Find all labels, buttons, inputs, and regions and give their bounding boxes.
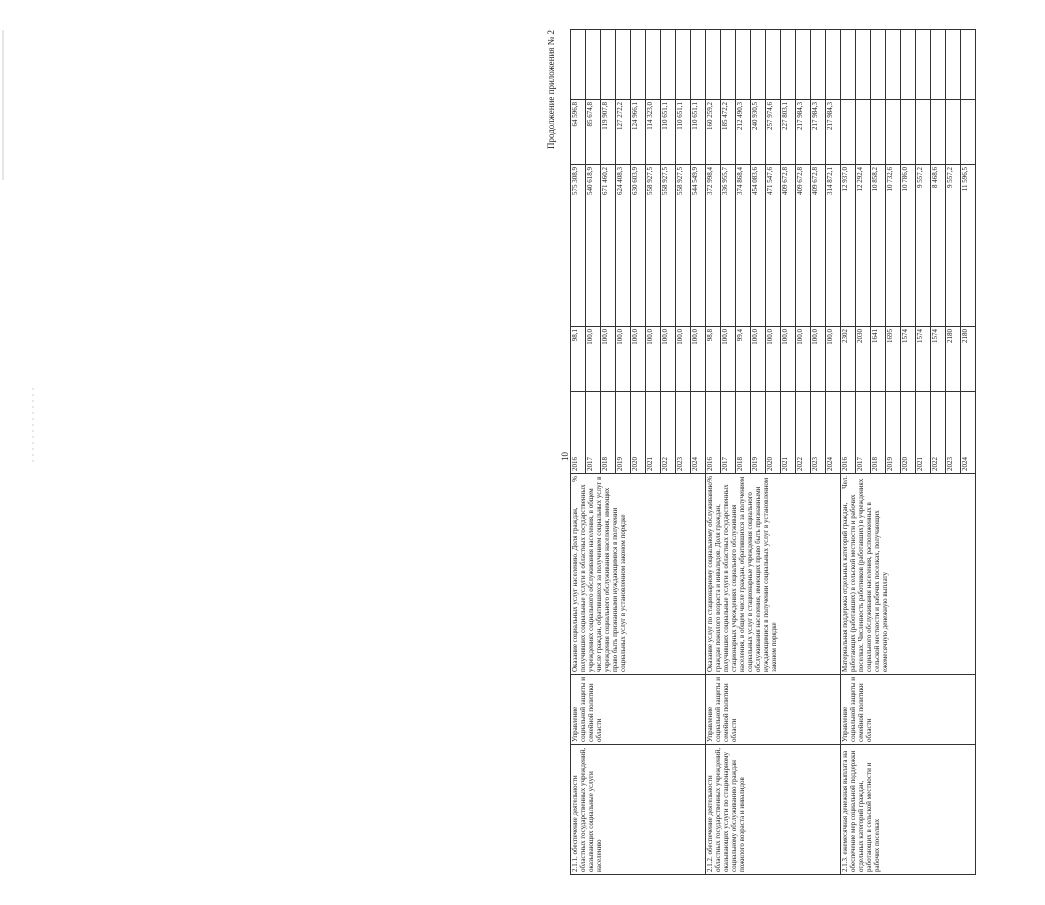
funding-total-cell: 9 557,2 <box>916 165 931 327</box>
funding-total-cell: 575 308,9 <box>571 165 586 327</box>
empty-cell <box>841 30 856 100</box>
indicator-value-cell: 1695 <box>886 327 901 392</box>
year-cell: 2018 <box>601 392 616 474</box>
funding-part-cell <box>871 100 886 165</box>
year-cell: 2024 <box>691 392 706 474</box>
funding-part-cell: 217 984,3 <box>811 100 826 165</box>
indicator-value-cell: 100,0 <box>826 327 841 392</box>
empty-cell <box>916 30 931 100</box>
funding-part-cell: 160 259,2 <box>706 100 721 165</box>
funding-total-cell: 671 460,2 <box>601 165 616 327</box>
empty-cell <box>766 30 781 100</box>
funding-part-cell <box>886 100 901 165</box>
indicator-text: Оказание услуг по стационарному социальному обслуживанию граждан пожилого возраста и инвалидов. Доля граждан, получивших социальные услуги в областных государственных стационарных учреждениях социального обслуживания населения, в общем числе граждан, обратившихся за получением социальных услуг в стационарные учреждения социального обслуживания населения, имеющих право быть признанными нуждающимися в получении социальных услуг в установленном законом порядке <box>706 476 778 672</box>
year-cell: 2019 <box>616 392 631 474</box>
year-cell: 2019 <box>751 392 766 474</box>
funding-part-cell <box>841 100 856 165</box>
executor-cell: Управление социальной защиты и семейной политики области <box>571 675 706 745</box>
funding-total-cell: 540 618,9 <box>586 165 601 327</box>
indicator-value-cell: 2180 <box>961 327 976 392</box>
empty-cell <box>571 30 586 100</box>
empty-cell <box>796 30 811 100</box>
empty-cell <box>736 30 751 100</box>
funding-total-cell: 336 955,7 <box>721 165 736 327</box>
year-cell: 2024 <box>826 392 841 474</box>
funding-total-cell: 558 927,5 <box>646 165 661 327</box>
year-cell: 2023 <box>676 392 691 474</box>
funding-total-cell: 544 549,9 <box>691 165 706 327</box>
empty-cell <box>751 30 766 100</box>
funding-total-cell: 372 998,4 <box>706 165 721 327</box>
funding-part-cell: 217 984,3 <box>826 100 841 165</box>
funding-part-cell <box>946 100 961 165</box>
continuation-label: Продолжение приложения № 2 <box>546 30 556 150</box>
empty-cell <box>931 30 946 100</box>
page-number: 10 <box>560 452 570 461</box>
funding-total-cell: 8 468,6 <box>931 165 946 327</box>
empty-cell <box>781 30 796 100</box>
funding-part-cell: 217 984,3 <box>796 100 811 165</box>
indicator-value-cell: 100,0 <box>691 327 706 392</box>
funding-part-cell: 110 651,1 <box>691 100 706 165</box>
funding-total-cell: 10 786,0 <box>901 165 916 327</box>
table-row <box>841 30 856 875</box>
funding-total-cell: 11 596,5 <box>961 165 976 327</box>
funding-part-cell <box>931 100 946 165</box>
indicator-value-cell: 100,0 <box>586 327 601 392</box>
measure-cell: 2.1.2. обеспечение деятельности областных государственных учреждений, оказывающих услуги по стационарному социальному обслуживанию граждан пожилого возраста и инвалидов <box>706 745 841 875</box>
empty-cell <box>946 30 961 100</box>
measure-cell: 2.1.3. ежемесячная денежная выплата на обеспечение мер социальной поддержки отдельных категорий граждан, работающих в сельской местности и рабочих поселках <box>841 745 976 875</box>
funding-part-cell <box>856 100 871 165</box>
indicator-text: Материальная поддержка отдельных категорий граждан, работающих (работавших) в сельской местности и рабочих поселках. Численность работников (работавших) в учреждениях социального обслуживания населения, расположенных в сельской местности и рабочих поселках, получающих ежемесячную денежную выплату <box>841 478 889 672</box>
funding-total-cell: 12 292,4 <box>856 165 871 327</box>
year-cell: 2020 <box>631 392 646 474</box>
table-body <box>571 30 976 875</box>
indicator-value-cell: 100,0 <box>721 327 736 392</box>
funding-part-cell <box>961 100 976 165</box>
year-cell: 2022 <box>661 392 676 474</box>
empty-cell <box>676 30 691 100</box>
funding-part-cell: 185 472,2 <box>721 100 736 165</box>
unit-label: % <box>571 476 579 482</box>
unit-label: % <box>706 476 714 482</box>
unit-label: Чел. <box>841 476 849 489</box>
funding-total-cell: 558 927,5 <box>661 165 676 327</box>
funding-total-cell: 630 603,9 <box>631 165 646 327</box>
rotated-table-sheet <box>546 30 1045 875</box>
year-cell: 2020 <box>901 392 916 474</box>
year-cell: 2023 <box>811 392 826 474</box>
funding-total-cell: 10 732,6 <box>886 165 901 327</box>
year-cell: 2023 <box>946 392 961 474</box>
empty-cell <box>811 30 826 100</box>
empty-cell <box>646 30 661 100</box>
empty-cell <box>721 30 736 100</box>
indicator-value-cell: 100,0 <box>601 327 616 392</box>
funding-total-cell: 409 672,8 <box>796 165 811 327</box>
funding-part-cell: 240 930,5 <box>751 100 766 165</box>
funding-part-cell: 212 490,3 <box>736 100 751 165</box>
table-row <box>571 30 586 875</box>
year-cell: 2018 <box>736 392 751 474</box>
funding-total-cell: 624 408,3 <box>616 165 631 327</box>
empty-cell <box>706 30 721 100</box>
executor-cell: Управление социальной защиты и семейной политики области <box>706 675 841 745</box>
funding-part-cell: 110 651,1 <box>661 100 676 165</box>
indicator-value-cell: 1641 <box>871 327 886 392</box>
funding-part-cell: 124 966,1 <box>631 100 646 165</box>
indicator-value-cell: 99,4 <box>736 327 751 392</box>
indicator-value-cell: 100,0 <box>661 327 676 392</box>
funding-total-cell: 409 672,8 <box>781 165 796 327</box>
year-cell: 2017 <box>856 392 871 474</box>
funding-part-cell: 127 272,2 <box>616 100 631 165</box>
indicator-value-cell: 100,0 <box>751 327 766 392</box>
empty-cell <box>586 30 601 100</box>
empty-cell <box>871 30 886 100</box>
year-cell: 2021 <box>781 392 796 474</box>
indicator-cell <box>841 474 976 675</box>
indicator-value-cell: 100,0 <box>811 327 826 392</box>
empty-cell <box>601 30 616 100</box>
funding-total-cell: 374 868,4 <box>736 165 751 327</box>
funding-total-cell: 471 547,6 <box>766 165 781 327</box>
year-cell: 2020 <box>766 392 781 474</box>
indicator-value-cell: 100,0 <box>631 327 646 392</box>
indicator-value-cell: 98,8 <box>706 327 721 392</box>
indicator-value-cell: 1574 <box>916 327 931 392</box>
indicator-value-cell: 1574 <box>931 327 946 392</box>
indicator-value-cell: 100,0 <box>616 327 631 392</box>
indicator-value-cell: 100,0 <box>796 327 811 392</box>
indicator-value-cell: 100,0 <box>781 327 796 392</box>
empty-cell <box>826 30 841 100</box>
indicator-value-cell: 100,0 <box>766 327 781 392</box>
funding-total-cell: 9 557,2 <box>946 165 961 327</box>
indicator-cell <box>571 474 706 675</box>
indicator-value-cell: 2030 <box>856 327 871 392</box>
year-cell: 2018 <box>871 392 886 474</box>
empty-cell <box>856 30 871 100</box>
indicator-value-cell: 1574 <box>901 327 916 392</box>
funding-part-cell <box>916 100 931 165</box>
funding-total-cell: 558 927,5 <box>676 165 691 327</box>
year-cell: 2017 <box>586 392 601 474</box>
indicator-value-cell: 100,0 <box>646 327 661 392</box>
funding-part-cell: 227 803,1 <box>781 100 796 165</box>
empty-cell <box>631 30 646 100</box>
funding-part-cell: 114 323,0 <box>646 100 661 165</box>
funding-part-cell: 64 596,8 <box>571 100 586 165</box>
empty-cell <box>961 30 976 100</box>
indicator-text: Оказание социальных услуг населению. Доля граждан, получивших социальные услуги в областных государственных учреждениях социального обслуживания населения, в общем числе граждан, обратившихся за получением социальных услуг в учреждения социального обслуживания населения, имеющих право быть признанными нуждающимися в получении социальных услуг в установленном законом порядке <box>571 476 627 672</box>
funding-part-cell: 110 651,1 <box>676 100 691 165</box>
funding-total-cell: 12 937,0 <box>841 165 856 327</box>
empty-cell <box>901 30 916 100</box>
empty-cell <box>691 30 706 100</box>
indicator-value-cell: 98,1 <box>571 327 586 392</box>
year-cell: 2021 <box>916 392 931 474</box>
measure-cell: 2.1.1. обеспечение деятельности областных государственных учреждений, оказывающих социальные услуги населению <box>571 745 706 875</box>
funding-total-cell: 314 872,1 <box>826 165 841 327</box>
empty-cell <box>661 30 676 100</box>
funding-part-cell: 119 907,8 <box>601 100 616 165</box>
indicator-cell <box>706 474 841 675</box>
year-cell: 2022 <box>931 392 946 474</box>
year-cell: 2016 <box>841 392 856 474</box>
year-cell: 2017 <box>721 392 736 474</box>
year-cell: 2021 <box>646 392 661 474</box>
year-cell: 2016 <box>571 392 586 474</box>
empty-cell <box>616 30 631 100</box>
indicator-value-cell: 100,0 <box>676 327 691 392</box>
indicator-value-cell: 2302 <box>841 327 856 392</box>
program-table <box>570 29 976 875</box>
funding-total-cell: 409 672,8 <box>811 165 826 327</box>
year-cell: 2016 <box>706 392 721 474</box>
executor-cell: Управление социальной защиты и семейной политики области <box>841 675 976 745</box>
year-cell: 2024 <box>961 392 976 474</box>
table-row <box>706 30 721 875</box>
funding-total-cell: 454 083,6 <box>751 165 766 327</box>
funding-part-cell <box>901 100 916 165</box>
year-cell: 2022 <box>796 392 811 474</box>
empty-cell <box>886 30 901 100</box>
year-cell: 2019 <box>886 392 901 474</box>
indicator-value-cell: 2180 <box>946 327 961 392</box>
funding-part-cell: 85 674,8 <box>586 100 601 165</box>
funding-total-cell: 10 858,2 <box>871 165 886 327</box>
funding-part-cell: 257 974,6 <box>766 100 781 165</box>
